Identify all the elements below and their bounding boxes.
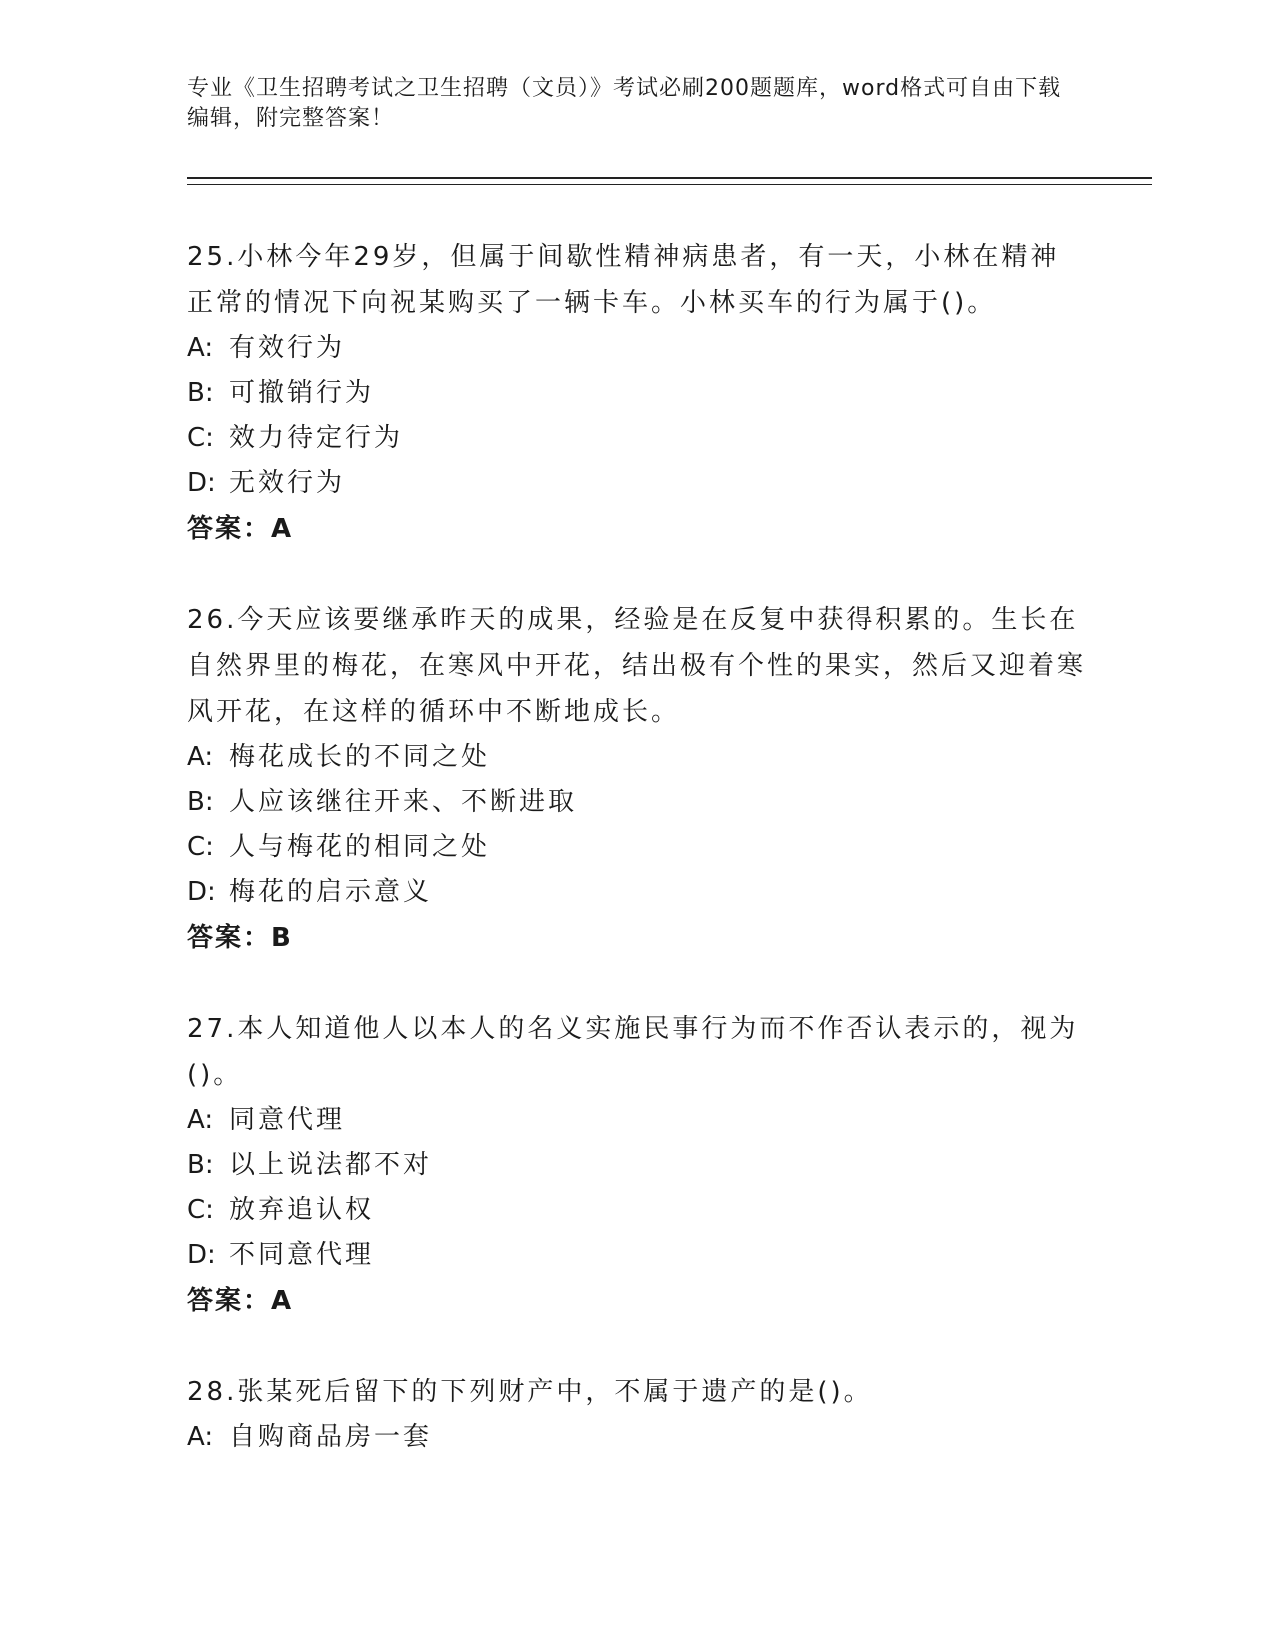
option-letter: A: — [187, 1105, 214, 1135]
answer: 答案：A — [187, 514, 294, 544]
header-divider — [187, 177, 1152, 185]
question-25 — [187, 234, 1087, 552]
option-b — [187, 780, 1087, 825]
option-b — [187, 1143, 1087, 1188]
option-text: 无效行为 — [229, 468, 346, 498]
option-text: 同意代理 — [229, 1105, 346, 1135]
option-letter: B: — [187, 378, 214, 408]
option-letter: C: — [187, 832, 214, 862]
question-list — [187, 234, 1087, 1505]
option-text: 人应该继往开来、不断进取 — [229, 787, 578, 817]
option-a — [187, 1415, 1087, 1460]
page-header: 专业《卫生招聘考试之卫生招聘（文员）》考试必刷200题题库，word格式可自由下载编辑，附完整答案！ — [187, 76, 1062, 131]
option-letter: D: — [187, 468, 216, 498]
answer: 答案：A — [187, 1286, 294, 1316]
question-28 — [187, 1369, 1087, 1460]
option-text: 有效行为 — [229, 333, 346, 363]
option-text: 自购商品房一套 — [229, 1422, 433, 1452]
option-d — [187, 461, 1087, 506]
option-a — [187, 326, 1087, 371]
option-letter: C: — [187, 423, 214, 453]
question-27 — [187, 1006, 1087, 1324]
option-c — [187, 825, 1087, 870]
option-letter: D: — [187, 877, 216, 907]
option-a — [187, 735, 1087, 780]
question-stem: 25.小林今年29岁，但属于间歇性精神病患者，有一天，小林在精神正常的情况下向祝某购买了一辆卡车。小林买车的行为属于()。 — [187, 242, 1060, 318]
question-26 — [187, 597, 1087, 961]
option-letter: A: — [187, 333, 214, 363]
option-text: 不同意代理 — [229, 1240, 375, 1270]
answer: 答案：B — [187, 923, 293, 953]
option-c — [187, 1188, 1087, 1233]
option-c — [187, 416, 1087, 461]
option-text: 梅花的启示意义 — [229, 877, 433, 907]
question-stem: 28.张某死后留下的下列财产中，不属于遗产的是()。 — [187, 1377, 873, 1407]
option-letter: D: — [187, 1240, 216, 1270]
option-text: 人与梅花的相同之处 — [229, 832, 491, 862]
option-text: 以上说法都不对 — [229, 1150, 433, 1180]
option-letter: A: — [187, 742, 214, 772]
question-stem: 27.本人知道他人以本人的名义实施民事行为而不作否认表示的，视为()。 — [187, 1014, 1079, 1090]
option-letter: C: — [187, 1195, 214, 1225]
option-text: 梅花成长的不同之处 — [229, 742, 491, 772]
option-d — [187, 870, 1087, 915]
option-text: 效力待定行为 — [229, 423, 404, 453]
question-stem: 26.今天应该要继承昨天的成果，经验是在反复中获得积累的。生长在自然界里的梅花，在寒风中开花，结出极有个性的果实，然后又迎着寒风开花，在这样的循环中不断地成长。 — [187, 605, 1087, 727]
option-letter: B: — [187, 1150, 214, 1180]
option-d — [187, 1233, 1087, 1278]
option-a — [187, 1098, 1087, 1143]
option-text: 可撤销行为 — [229, 378, 375, 408]
option-text: 放弃追认权 — [229, 1195, 375, 1225]
option-letter: A: — [187, 1422, 214, 1452]
option-letter: B: — [187, 787, 214, 817]
option-b — [187, 371, 1087, 416]
